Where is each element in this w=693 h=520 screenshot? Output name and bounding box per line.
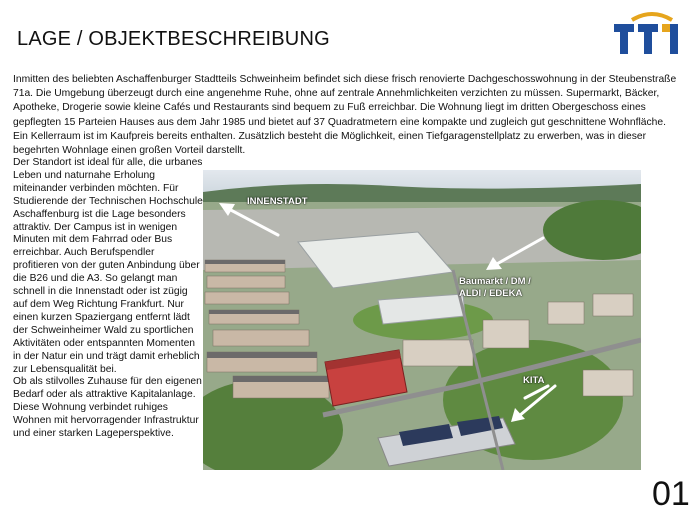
page-title: LAGE / OBJEKTBESCHREIBUNG: [17, 28, 330, 50]
label-kita: KITA: [523, 375, 545, 386]
company-logo: [612, 10, 684, 58]
aerial-photo-illustration: [203, 170, 641, 470]
location-paragraph: Der Standort ist ideal für alle, die urbanes Leben und naturnahe Erholung miteinander verbinden möchten. Für Studierende der Technischen Hochschule Aschaffenburg ist die Lage besonders attraktiv. Der Campus ist in wenigen Minuten mit dem Fahrrad oder Bus erreichbar. Auch Berufspendler profitieren von der guten Anbindung über die B26 und die A3. So gelangt man schnell in die Innenstadt oder ist zügig auf dem Weg Richtung Frankfurt. Nur einen kurzen Spaziergang entfernt lädt der Schweinheimer Wald zu sportlichen Aktivitäten oder entspannten Momenten in der Natur ein und trägt damit erheblich zur Lebensqualität bei.: [13, 157, 203, 375]
label-innenstadt: INNENSTADT: [247, 196, 308, 207]
aerial-photo: [203, 170, 641, 470]
intro-paragraph: Inmitten des beliebten Aschaffenburger Stadtteils Schweinheim befindet sich diese frisch renovierte Dachgeschosswohnung in der Steubenstraße 71a. Die Umgebung überzeugt durch eine angenehme Ruhe, ohne auf zentrale Annehmlichkeiten verzichten zu müssen. Supermarkt, Bäcker, Apotheke, Drogerie sowie kleine Cafés und Restaurants sind bequem zu Fuß erreichbar. Die Wohnung liegt im dritten Obergeschoss eines gepflegten 15 Parteien Hauses aus dem Jahr 1985 und bietet auf 37 Quadratmetern eine kompakte und zugleich gut geschnittene Wohnfläche. Ein Kellerraum ist im Kaufpreis bereits enthalten. Zusätzlich besteht die Möglichkeit, einen Tiefgaragenstellplatz zu erwerben, was in dieser begehrten Wohnlage einen großen Vorteil darstellt.: [13, 74, 677, 157]
location-description: [13, 157, 203, 441]
investment-paragraph: Ob als stilvolles Zuhause für den eigenen Bedarf oder als attraktive Kapitalanlage. Diese Wohnung verbindet ruhiges Wohnen mit hervorragender Infrastruktur und einer starken Lageperspektive.: [13, 376, 202, 440]
page-number: 01: [652, 475, 690, 513]
label-shopping-line2: ALDI / EDEKA: [459, 288, 523, 299]
label-shopping-line1: Baumarkt / DM /: [459, 276, 531, 287]
label-shopping: [459, 276, 531, 300]
